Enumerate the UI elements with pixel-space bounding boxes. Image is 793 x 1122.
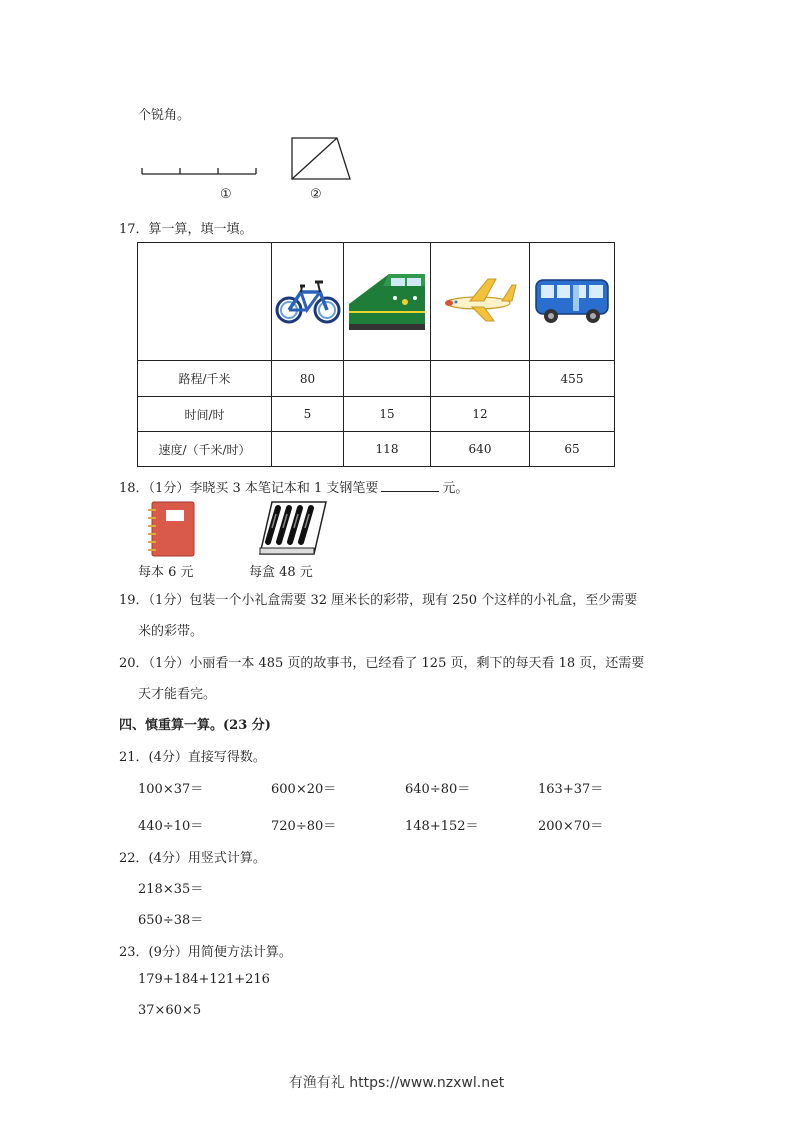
- question-18-unit: 元。: [442, 481, 469, 496]
- table-cell: 640: [431, 432, 530, 467]
- question-19-line1: 19．（1分）包装一个小礼盒需要 32 厘米长的彩带，现有 250 个这样的小礼盒，至少需要: [119, 593, 638, 608]
- calc-item: 720÷80＝: [271, 819, 337, 834]
- table-row: [138, 397, 615, 432]
- segment-figure: [138, 160, 260, 182]
- carried-over-text: 个锐角。: [138, 108, 191, 123]
- airplane-cell: [431, 243, 530, 361]
- figure-2-label: ②: [310, 187, 322, 202]
- airplane-icon: [442, 275, 518, 325]
- table-cell: 5: [272, 397, 344, 432]
- bicycle-icon: [274, 270, 342, 330]
- question-19-line2: 米的彩带。: [138, 624, 204, 639]
- table-row: [138, 361, 615, 397]
- calc-item: 200×70＝: [538, 819, 604, 834]
- calc-item: 37×60×5: [138, 1003, 202, 1018]
- row-label-speed: 速度/（千米/时）: [138, 432, 272, 467]
- table-cell: [530, 397, 615, 432]
- notebook-icon: [146, 500, 196, 558]
- table-cell: 65: [530, 432, 615, 467]
- section-4-heading: 四、慎重算一算。(23 分): [119, 718, 271, 733]
- table-row-icons: [138, 243, 615, 361]
- table-corner-cell: [138, 243, 272, 361]
- train-cell: [344, 243, 431, 361]
- question-17-title: 17．算一算，填一填。: [119, 222, 253, 237]
- table-cell: 80: [272, 361, 344, 397]
- footer-watermark: 有渔有礼 https://www.nzxwl.net: [288, 1075, 505, 1091]
- bus-cell: [530, 243, 615, 361]
- calc-item: 163+37＝: [538, 782, 604, 797]
- row-label-distance: 路程/千米: [138, 361, 272, 397]
- calc-item: 148+152＝: [405, 819, 479, 834]
- question-18-text: 18．（1分）李晓买 3 本笔记本和 1 支钢笔要: [119, 481, 379, 496]
- trapezoid-figure: [289, 136, 353, 182]
- calc-item: 100×37＝: [138, 782, 204, 797]
- table-cell: 15: [344, 397, 431, 432]
- table-cell: 118: [344, 432, 431, 467]
- calc-item: 600×20＝: [271, 782, 337, 797]
- question-21-title: 21．(4分）直接写得数。: [119, 750, 266, 765]
- row-label-time: 时间/时: [138, 397, 272, 432]
- table-row: [138, 432, 615, 467]
- calc-item: 218×35＝: [138, 882, 204, 897]
- bus-icon: [533, 274, 611, 326]
- notebook-price-caption: 每本 6 元: [138, 565, 194, 580]
- question-20-line2: 天才能看完。: [138, 687, 217, 702]
- train-icon: [345, 264, 429, 336]
- answer-blank[interactable]: [381, 479, 439, 492]
- bicycle-cell: [272, 243, 344, 361]
- figure-1-label: ①: [220, 187, 232, 202]
- table-cell: 12: [431, 397, 530, 432]
- question-18: [119, 477, 468, 496]
- pen-box-price-caption: 每盒 48 元: [249, 565, 313, 580]
- table-cell: 455: [530, 361, 615, 397]
- calc-item: 179+184+121+216: [138, 972, 270, 987]
- table-cell: [272, 432, 344, 467]
- pen-box-icon: [258, 500, 328, 558]
- question-22-title: 22．(4分）用竖式计算。: [119, 851, 266, 866]
- table-cell: [344, 361, 431, 397]
- calc-item: 650÷38＝: [138, 913, 204, 928]
- calc-item: 440÷10＝: [138, 819, 204, 834]
- speed-table: [137, 242, 615, 467]
- calc-item: 640÷80＝: [405, 782, 471, 797]
- question-20-line1: 20．（1分）小丽看一本 485 页的故事书，已经看了 125 页，剩下的每天看 18 页，还需要: [119, 656, 645, 671]
- table-cell: [431, 361, 530, 397]
- question-23-title: 23．(9分）用简便方法计算。: [119, 945, 292, 960]
